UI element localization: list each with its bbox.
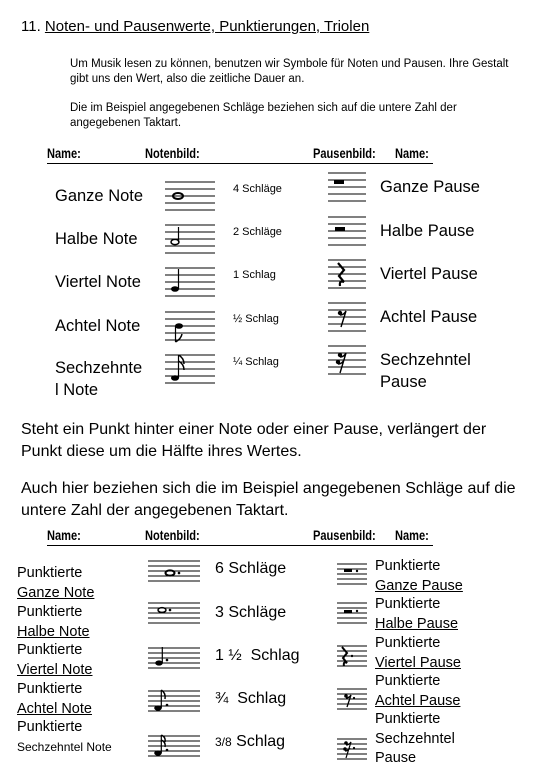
dotted-rest-name: Viertel Pause (375, 654, 461, 671)
note-name-4: Achtel Note (55, 317, 141, 335)
rest-name-5 (380, 349, 471, 393)
note-name-5-line1: Sechzehnte (55, 359, 143, 377)
dotted-rest-prefix: Punktierte (375, 558, 441, 574)
dotted-eighth-rest-staff (337, 686, 367, 712)
dotted-prefix: Punktierte (17, 604, 83, 620)
rest-name-5-line1: Sechzehntel (380, 351, 471, 369)
rest-name-2: Halbe Pause (380, 222, 475, 240)
dotted-rest-prefix: Punktierte (375, 635, 441, 651)
dotted-sixteenth-rest-staff (337, 736, 367, 762)
dotted-quarter-note-staff (148, 645, 200, 671)
dotted-eighth-note-icon (154, 690, 168, 711)
rest-name-5-line2: Pause (380, 373, 427, 391)
dotted-note-name: Sechzehntel Note (17, 739, 112, 754)
dotted-note-3 (17, 641, 93, 680)
header2-underline (47, 545, 433, 546)
whole-rest-icon (334, 180, 344, 184)
note-name-2: Halbe Note (55, 230, 138, 248)
note-name-5 (55, 357, 142, 401)
dot-explanation: Steht ein Punkt hinter einer Note oder einer Pause, verlängert der Punkt diese um die Hälfte ihres Wertes. (21, 421, 487, 460)
dotted-rest-name: Achtel Pause (375, 692, 461, 709)
eighth-rest-staff (328, 300, 366, 334)
beats-explanation: Auch hier beziehen sich die im Beispiel angegebenen Schläge auf die untere Zahl der angegebenen Taktart. (21, 480, 516, 519)
dotted-note-5 (17, 718, 112, 757)
sixteenth-rest-icon (336, 353, 346, 373)
header2-notenbild: Notenbild: (145, 528, 200, 543)
header-name-2: Name: (395, 146, 429, 161)
note-name-5-line2: l Note (55, 381, 99, 399)
dotted-rest-1 (375, 557, 463, 596)
eighth-rest-icon (338, 311, 346, 327)
quarter-note-icon (171, 269, 179, 292)
dotted-rest-name-line2: Pause (375, 750, 417, 766)
half-note-icon (171, 227, 179, 245)
dotted-beats-5-unit: Schlag (236, 733, 286, 750)
header-notenbild: Notenbild: (145, 146, 200, 161)
half-rest-icon (335, 227, 345, 231)
dotted-rest-4 (375, 672, 460, 711)
beats-4: ½ Schlag (233, 313, 279, 325)
beats-2: 2 Schläge (233, 226, 282, 238)
intro-paragraph-1: Um Musik lesen zu können, benutzen wir Symbole für Noten und Pausen. Ihre Gestalt gibt uns den Wert, also die zeitliche Dauer an. (70, 58, 509, 85)
beats-1: 4 Schläge (233, 183, 282, 195)
dotted-half-rest-staff (337, 600, 367, 626)
dotted-sixteenth-note-icon (154, 735, 168, 756)
dotted-quarter-rest-staff (337, 643, 367, 669)
dotted-half-note-staff (148, 600, 200, 626)
note-name-3: Viertel Note (55, 273, 141, 291)
dotted-whole-rest-staff (337, 561, 367, 587)
dotted-note-name: Achtel Note (17, 700, 92, 717)
half-note-staff (165, 222, 215, 256)
dotted-rest-3 (375, 634, 461, 673)
dotted-rest-prefix: Punktierte (375, 673, 441, 689)
dotted-beats-4: ¾ Schlag (215, 690, 287, 707)
dotted-note-name: Halbe Note (17, 623, 90, 640)
dotted-beats-5-fraction: 3/8 (215, 735, 232, 749)
dotted-sixteenth-note-staff (148, 733, 200, 759)
dotted-rest-5 (375, 710, 455, 769)
dotted-whole-note-staff (148, 558, 200, 584)
header-underline (47, 163, 433, 164)
header-pausenbild: Pausenbild: (313, 146, 376, 161)
dotted-note-4 (17, 680, 92, 719)
dotted-beats-3: 1 ½ Schlag (215, 647, 300, 664)
dotted-prefix: Punktierte (17, 642, 83, 658)
header2-name: Name: (47, 528, 81, 543)
quarter-note-staff (165, 265, 215, 299)
section-title: Noten- und Pausenwerte, Punktierungen, Triolen (44, 18, 370, 35)
dotted-beats-5 (215, 733, 285, 751)
dotted-rest-2 (375, 595, 458, 634)
rest-name-3: Viertel Pause (380, 265, 478, 283)
beats-3: 1 Schlag (233, 269, 276, 281)
sixteenth-note-staff (165, 352, 215, 386)
sixteenth-rest-staff (328, 343, 366, 377)
dotted-prefix: Punktierte (17, 681, 83, 697)
dotted-eighth-rest-icon (344, 694, 355, 707)
dotted-prefix: Punktierte (17, 565, 83, 581)
eighth-note-staff (165, 309, 215, 343)
dotted-note-name: Ganze Note (17, 584, 95, 601)
dotted-beats-2: 3 Schläge (215, 604, 287, 621)
sixteenth-note-icon (171, 355, 184, 381)
whole-rest-staff (328, 170, 366, 204)
dotted-eighth-note-staff (148, 688, 200, 714)
dotted-note-1 (17, 564, 94, 603)
dotted-note-2 (17, 603, 90, 642)
dotted-rest-name: Ganze Pause (375, 577, 463, 594)
rest-name-1: Ganze Pause (380, 178, 480, 196)
intro-paragraph-2: Die im Beispiel angegebenen Schläge beziehen sich auf die untere Zahl der angegebenen Taktart. (70, 102, 457, 129)
dotted-prefix: Punktierte (17, 719, 83, 735)
section-number: 11. (21, 18, 41, 35)
dotted-beats-1: 6 Schläge (215, 560, 287, 577)
header-name: Name: (47, 146, 81, 161)
note-name-1: Ganze Note (55, 187, 144, 205)
dotted-rest-prefix: Punktierte (375, 711, 441, 727)
dotted-rest-name: Halbe Pause (375, 615, 459, 632)
header2-name-2: Name: (395, 528, 429, 543)
dotted-rest-name-line1: Sechzehntel (375, 730, 455, 747)
beats-5: ¼ Schlag (233, 356, 279, 368)
half-rest-staff (328, 214, 366, 248)
page-title (21, 18, 369, 35)
dotted-rest-prefix: Punktierte (375, 596, 441, 612)
dotted-note-name: Viertel Note (17, 661, 93, 678)
rest-name-4: Achtel Pause (380, 308, 478, 326)
whole-note-staff (165, 179, 215, 213)
header2-pausenbild: Pausenbild: (313, 528, 376, 543)
quarter-rest-staff (328, 257, 366, 291)
